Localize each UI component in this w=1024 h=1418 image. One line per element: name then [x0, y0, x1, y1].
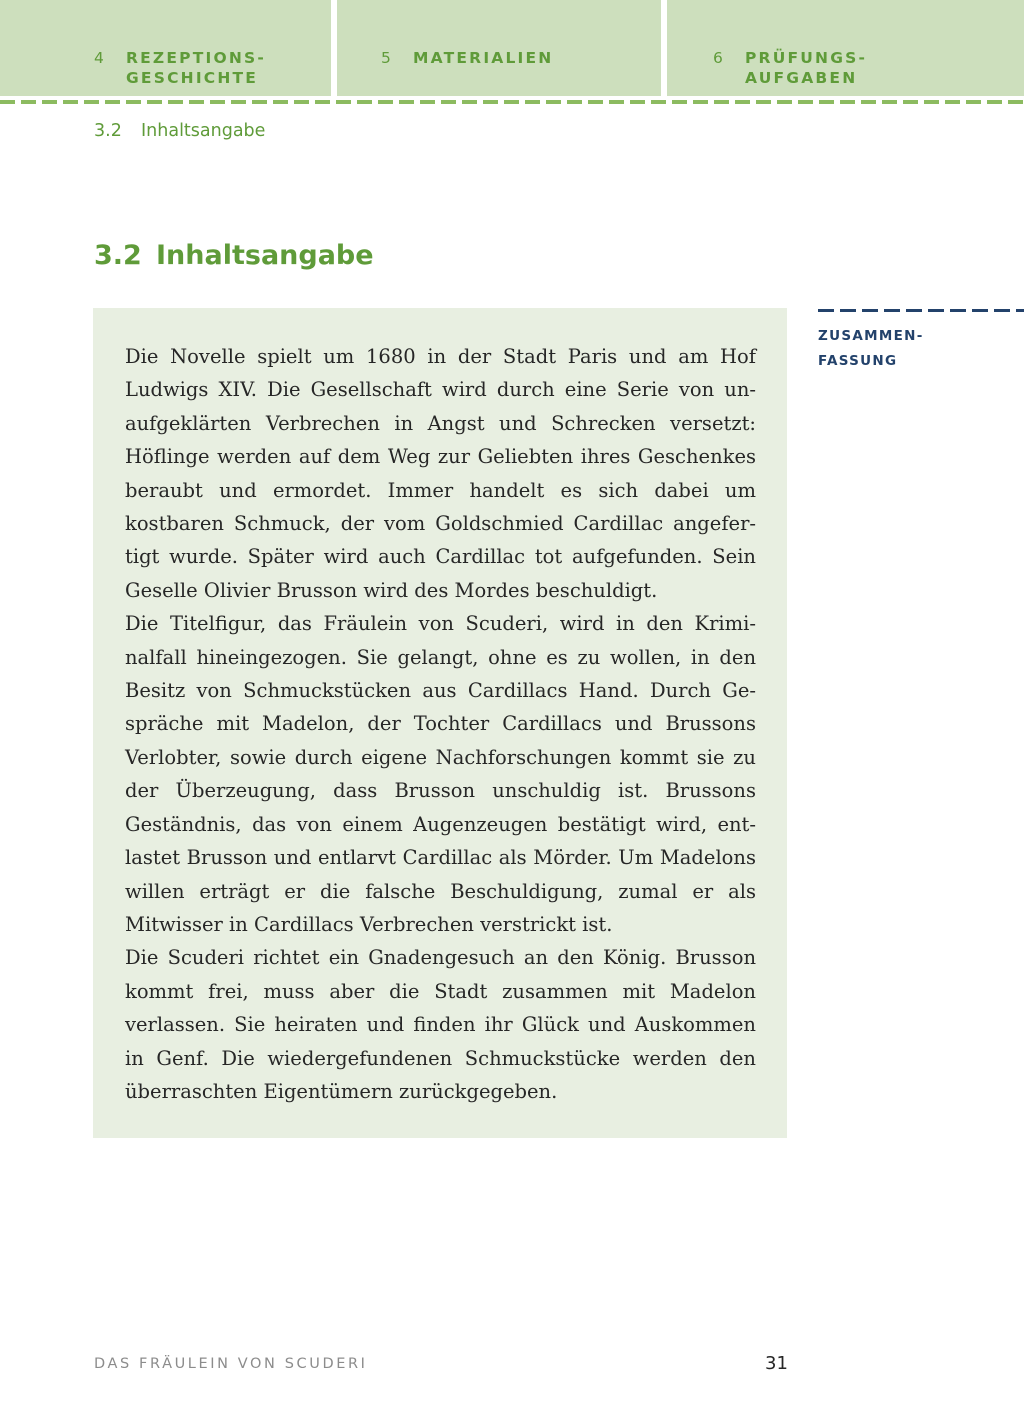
header-dashed-rule: [0, 99, 1024, 105]
tab-pruefungsaufgaben[interactable]: [667, 0, 1024, 96]
tab-number: 5: [381, 49, 394, 67]
section-title: Inhaltsangabe: [156, 240, 374, 271]
page-number: 31: [765, 1353, 788, 1374]
tab-label: REZEPTIONS- GESCHICHTE: [126, 49, 266, 87]
chapter-tab-bar: [0, 0, 1024, 96]
summary-text: [125, 340, 756, 1108]
section-number: 3.2: [94, 240, 142, 271]
running-head: [94, 121, 265, 141]
tab-materialien[interactable]: [337, 0, 661, 96]
footer-book-title: DAS FRÄULEIN VON SCUDERI: [94, 1356, 368, 1372]
tab-rezeptionsgeschichte[interactable]: [0, 0, 331, 96]
running-head-number: 3.2: [94, 121, 122, 141]
tab-number: 6: [713, 49, 726, 67]
tab-number: 4: [94, 49, 107, 67]
margin-label-summary: ZUSAMMEN- FASSUNG: [818, 328, 924, 369]
summary-paragraph: Die Scuderi richtet ein Gnadengesuch an den König. Brusson kommt frei, muss aber die Stadt zusammen mit Madelon verlassen. Sie heiraten und finden ihr Glück und Auskommen in Genf. Die wiedergefundenen Schmuckstücke werden den überraschten Eigentümern zurückgegeben.: [125, 946, 756, 1103]
tab-label: PRÜFUNGS- AUFGABEN: [745, 49, 868, 87]
margin-dashed-rule: [818, 308, 1024, 313]
section-heading: [94, 240, 374, 271]
running-head-title: Inhaltsangabe: [141, 121, 266, 141]
summary-paragraph: Die Novelle spielt um 1680 in der Stadt Paris und am Hof Ludwigs XIV. Die Gesellschaft wird durch eine Serie von unaufgeklärten Verbrechen in Angst und Schrecken versetzt: Höflinge werden auf dem Weg zur Geliebten ihres Geschenkes beraubt und ermordet. Immer handelt es sich dabei um kostbaren Schmuck, der vom Goldschmied Cardillac angefertigt wurde. Später wird auch Cardillac tot aufgefunden. Sein Geselle Olivier Brusson wird des Mordes beschuldigt.: [125, 345, 756, 602]
tab-label: MATERIALIEN: [413, 49, 554, 67]
summary-paragraph: Die Titelfigur, das Fräulein von Scuderi, wird in den Kriminalfall hineingezogen. Sie gelangt, ohne es zu wollen, in den Besitz von Schmuckstücken aus Cardillacs Hand. Durch Gespräche mit Madelon, der Tochter Cardillacs und Brussons Verlobter, sowie durch eigene Nachforschungen kommt sie zu der Überzeugung, dass Brusson unschuldig ist. Brussons Geständnis, das von einem Augenzeugen bestätigt wird, entlastet Brusson und entlarvt Cardillac als Mörder. Um Madelons willen erträgt er die falsche Beschuldigung, zumal er als Mitwisser in Cardillacs Verbrechen verstrickt ist.: [125, 612, 756, 936]
